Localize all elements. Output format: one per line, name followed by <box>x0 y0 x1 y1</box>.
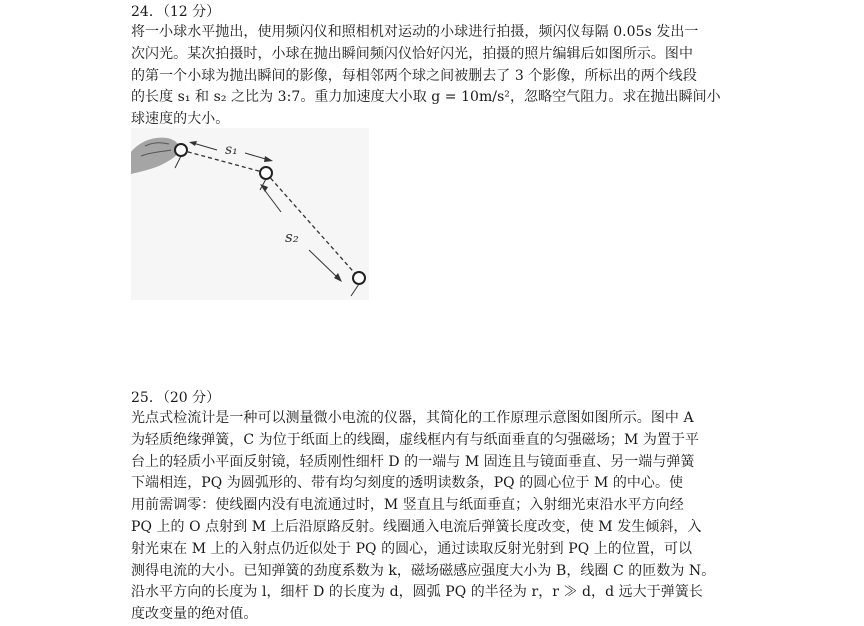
problem-25 <box>131 388 741 626</box>
problem-24-line-1: 将一小球水平抛出，使用频闪仪和照相机对运动的小球进行拍摄，频闪仪每隔 0.05s 发出一 <box>131 24 699 40</box>
problem-25-line-2: 为轻质绝缘弹簧，C 为位于纸面上的线圈，虚线框内有与纸面垂直的匀强磁场；M 为置于平 <box>131 431 700 448</box>
stroboscope-photo-figure <box>131 128 369 300</box>
trajectory-line-2 <box>266 173 359 278</box>
problem-24-line-2: 次闪光。某次拍摄时，小球在抛出瞬间频闪仪恰好闪光，拍摄的照片编辑后如图所示。图中 <box>131 45 693 62</box>
problem-24-header: 24．（12 分） <box>131 4 221 20</box>
problem-25-header: 25．（20 分） <box>131 390 221 406</box>
trajectory-line-1 <box>181 150 266 173</box>
problem-25-line-10: 度改变量的绝对值。 <box>131 606 258 623</box>
problem-24 <box>131 2 741 131</box>
problem-25-line-8: 测得电流的大小。已知弹簧的劲度系数为 k，磁场磁感应强度大小为 B，线圈 C 的匝数为 N。 <box>131 562 716 579</box>
problem-24-line-5: 球速度的大小。 <box>131 111 230 128</box>
problem-25-line-7: 射光束在 M 上的入射点仍近似处于 PQ 的圆心，通过读取反射光射到 PQ 上的位置，可以 <box>131 540 693 557</box>
problem-25-line-3: 台上的轻质小平面反射镜，轻质刚性细杆 D 的一端与 M 固连且与镜面垂直、另一端与弹簧 <box>131 453 695 470</box>
ball-1 <box>175 144 187 156</box>
problem-24-line-4: 的长度 s₁ 和 s₂ 之比为 3:7。重力加速度大小取 g = 10m/s²，忽略空气阻力。求在抛出瞬间小 <box>131 89 721 106</box>
problem-24-line-3: 的第一个小球为抛出瞬间的影像，每相邻两个球之间被删去了 3 个影像，所标出的两个线段 <box>131 67 697 84</box>
problem-25-line-9: 沿水平方向的长度为 l，细杆 D 的长度为 d，圆弧 PQ 的半径为 r，r ≫ d，d 远大于弹簧长 <box>131 584 703 601</box>
problem-25-line-1: 光点式检流计是一种可以测量微小电流的仪器，其简化的工作原理示意图如图所示。图中 A <box>131 410 694 426</box>
label-s1: s₁ <box>225 142 238 158</box>
problem-25-line-4: 下端相连，PQ 为圆弧形的、带有均匀刻度的透明读数条，PQ 的圆心位于 M 的中心。使 <box>131 475 684 492</box>
problem-25-line-5: 用前需调零：使线圈内没有电流通过时，M 竖直且与纸面垂直；入射细光束沿水平方向经 <box>131 497 684 514</box>
ball-2 <box>260 167 272 179</box>
stroboscope-photo-svg <box>131 128 369 300</box>
ball-3 <box>353 272 365 284</box>
problem-25-line-6: PQ 上的 O 点射到 M 上后沿原路反射。线圈通入电流后弹簧长度改变，使 M 发生倾斜，入 <box>131 518 702 535</box>
label-s2: s₂ <box>285 228 299 246</box>
